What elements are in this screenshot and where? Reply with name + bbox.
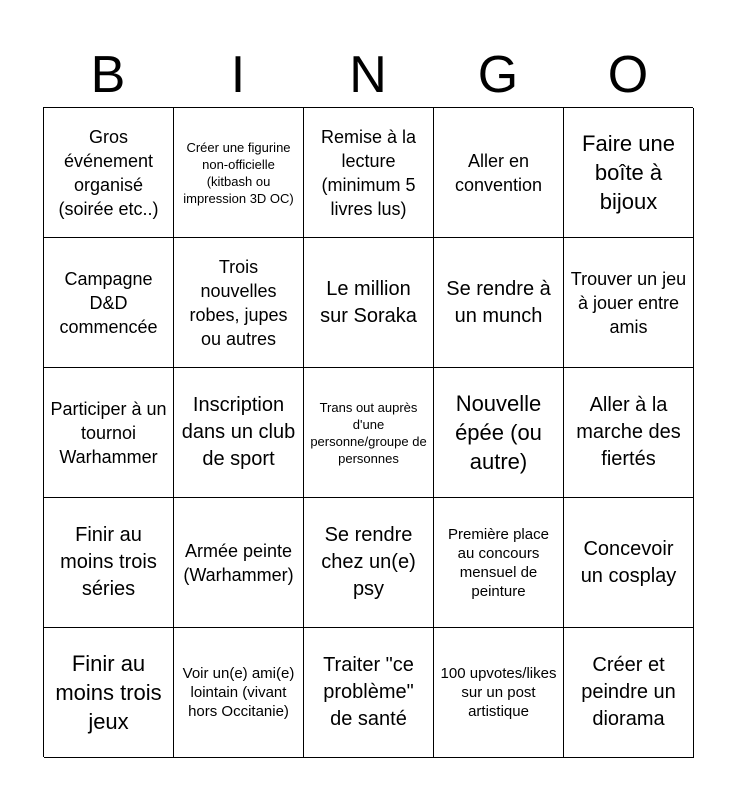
cell-text: Traiter "ce problème" de santé (323, 654, 414, 730)
bingo-cell[interactable] (304, 498, 434, 628)
header-letter-b: B (90, 46, 126, 104)
header-letter-n: N (349, 46, 387, 104)
cell-text: Se rendre chez un(e) psy (321, 524, 416, 600)
bingo-cell[interactable] (174, 108, 304, 238)
cell-text: Créer une figurine non-officielle (kitbash ou impression 3D OC) (183, 139, 294, 206)
cell-text: Remise à la lecture (minimum 5 livres lus) (320, 126, 417, 219)
bingo-cell[interactable] (304, 628, 434, 758)
cell-text: 100 upvotes/likes sur un post artistique (440, 665, 557, 720)
bingo-cell[interactable] (174, 368, 304, 498)
bingo-cell[interactable] (564, 238, 694, 368)
bingo-cell[interactable] (564, 368, 694, 498)
cell-text: Trouver un jeu à jouer entre amis (570, 268, 687, 337)
bingo-cell[interactable] (434, 108, 564, 238)
bingo-cell[interactable] (434, 368, 564, 498)
bingo-cell[interactable] (174, 628, 304, 758)
bingo-cell[interactable] (564, 498, 694, 628)
bingo-cell[interactable] (44, 628, 174, 758)
cell-text: Concevoir un cosplay (580, 537, 677, 587)
cell-text: Se rendre à un munch (446, 277, 551, 327)
header-letter-o: O (607, 46, 649, 104)
cell-text: Faire une boîte à bijoux (582, 131, 675, 214)
bingo-cell[interactable] (304, 108, 434, 238)
header-letter-g: G (477, 46, 519, 104)
cell-text: Trans out auprès d'une personne/groupe de personnes (310, 399, 427, 466)
bingo-cell[interactable] (44, 108, 174, 238)
bingo-cell[interactable] (434, 628, 564, 758)
bingo-cell[interactable] (44, 368, 174, 498)
cell-text: Finir au moins trois séries (60, 524, 157, 600)
cell-text: Voir un(e) ami(e) lointain (vivant hors Occitanie) (182, 665, 295, 720)
cell-text: Inscription dans un club de sport (181, 394, 296, 470)
bingo-cell[interactable] (174, 498, 304, 628)
bingo-cell[interactable] (44, 498, 174, 628)
cell-text: Gros événement organisé (soirée etc..) (58, 126, 159, 219)
bingo-cell[interactable] (174, 238, 304, 368)
bingo-cell[interactable] (304, 238, 434, 368)
bingo-cell[interactable] (304, 368, 434, 498)
bingo-header (43, 44, 693, 106)
cell-text: Première place au concours mensuel de peinture (448, 525, 549, 600)
cell-text: Campagne D&D commencée (59, 268, 158, 337)
bingo-cell[interactable] (434, 498, 564, 628)
cell-text: Nouvelle épée (ou autre) (455, 391, 542, 474)
cell-text: Aller en convention (454, 150, 543, 195)
cell-text: Créer et peindre un diorama (581, 654, 676, 730)
bingo-cell[interactable] (434, 238, 564, 368)
bingo-cell[interactable] (44, 238, 174, 368)
bingo-cell[interactable] (564, 108, 694, 238)
bingo-grid (43, 107, 693, 757)
header-letter-i: I (230, 46, 246, 104)
cell-text: Trois nouvelles robes, jupes ou autres (189, 256, 288, 349)
cell-text: Aller à la marche des fiertés (576, 394, 681, 470)
cell-text: Le million sur Soraka (320, 277, 417, 327)
cell-text: Armée peinte (Warhammer) (183, 540, 294, 585)
cell-text: Participer à un tournoi Warhammer (50, 398, 167, 467)
cell-text: Finir au moins trois jeux (55, 651, 162, 734)
bingo-cell[interactable] (564, 628, 694, 758)
